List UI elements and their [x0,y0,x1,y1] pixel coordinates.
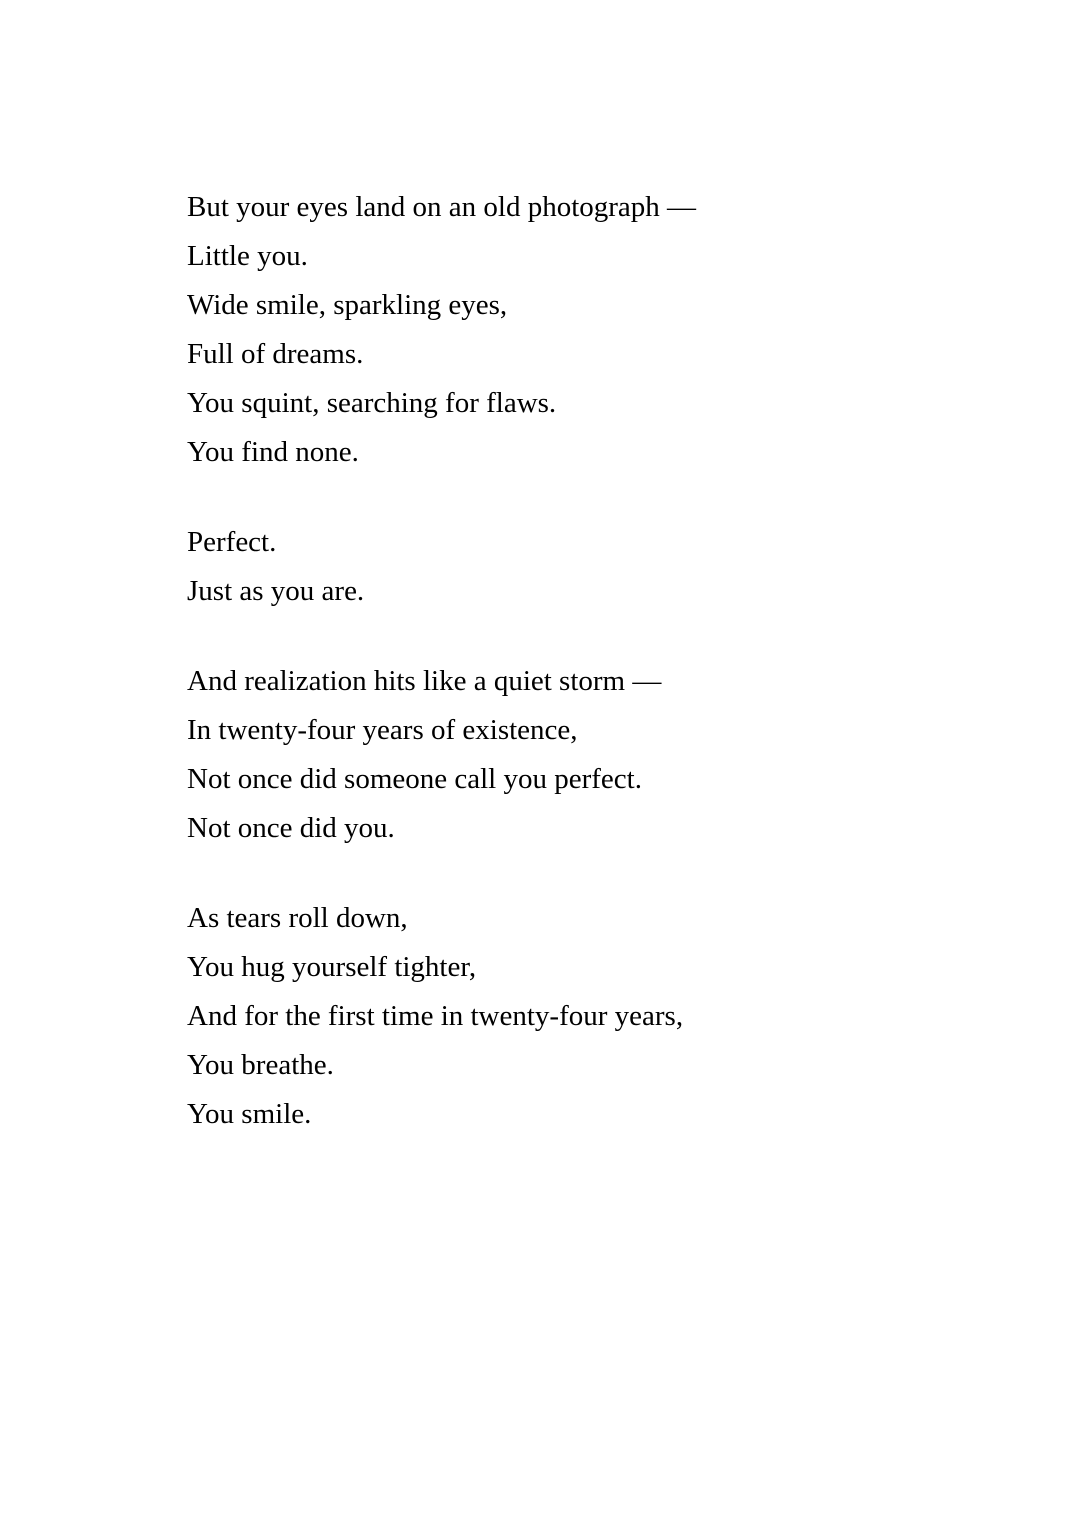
poem-line: You squint, searching for flaws. [187,387,557,419]
stanza-3 [187,657,1007,853]
poem-line: Little you. [187,240,308,272]
poem-line: And realization hits like a quiet storm — [187,665,662,697]
poem-line: And for the first time in twenty-four years, [187,1000,684,1032]
poem-line: As tears roll down, [187,902,408,934]
poem-line: In twenty-four years of existence, [187,714,578,746]
poem-line: Just as you are. [187,575,365,607]
poem-line: You find none. [187,436,359,468]
poem-line: Wide smile, sparkling eyes, [187,289,508,321]
poem-line: Perfect. [187,526,277,558]
poem-line: Full of dreams. [187,338,364,370]
poem-line: Not once did you. [187,812,395,844]
poem-line: Not once did someone call you perfect. [187,763,642,795]
poem-line: But your eyes land on an old photograph — [187,191,697,223]
stanza-2 [187,518,1007,616]
stanza-1 [187,183,1007,477]
poem-line: You hug yourself tighter, [187,951,477,983]
poem-line: You smile. [187,1098,312,1130]
stanza-4 [187,894,1007,1139]
poem-line: You breathe. [187,1049,334,1081]
poem-body [187,183,1007,1139]
